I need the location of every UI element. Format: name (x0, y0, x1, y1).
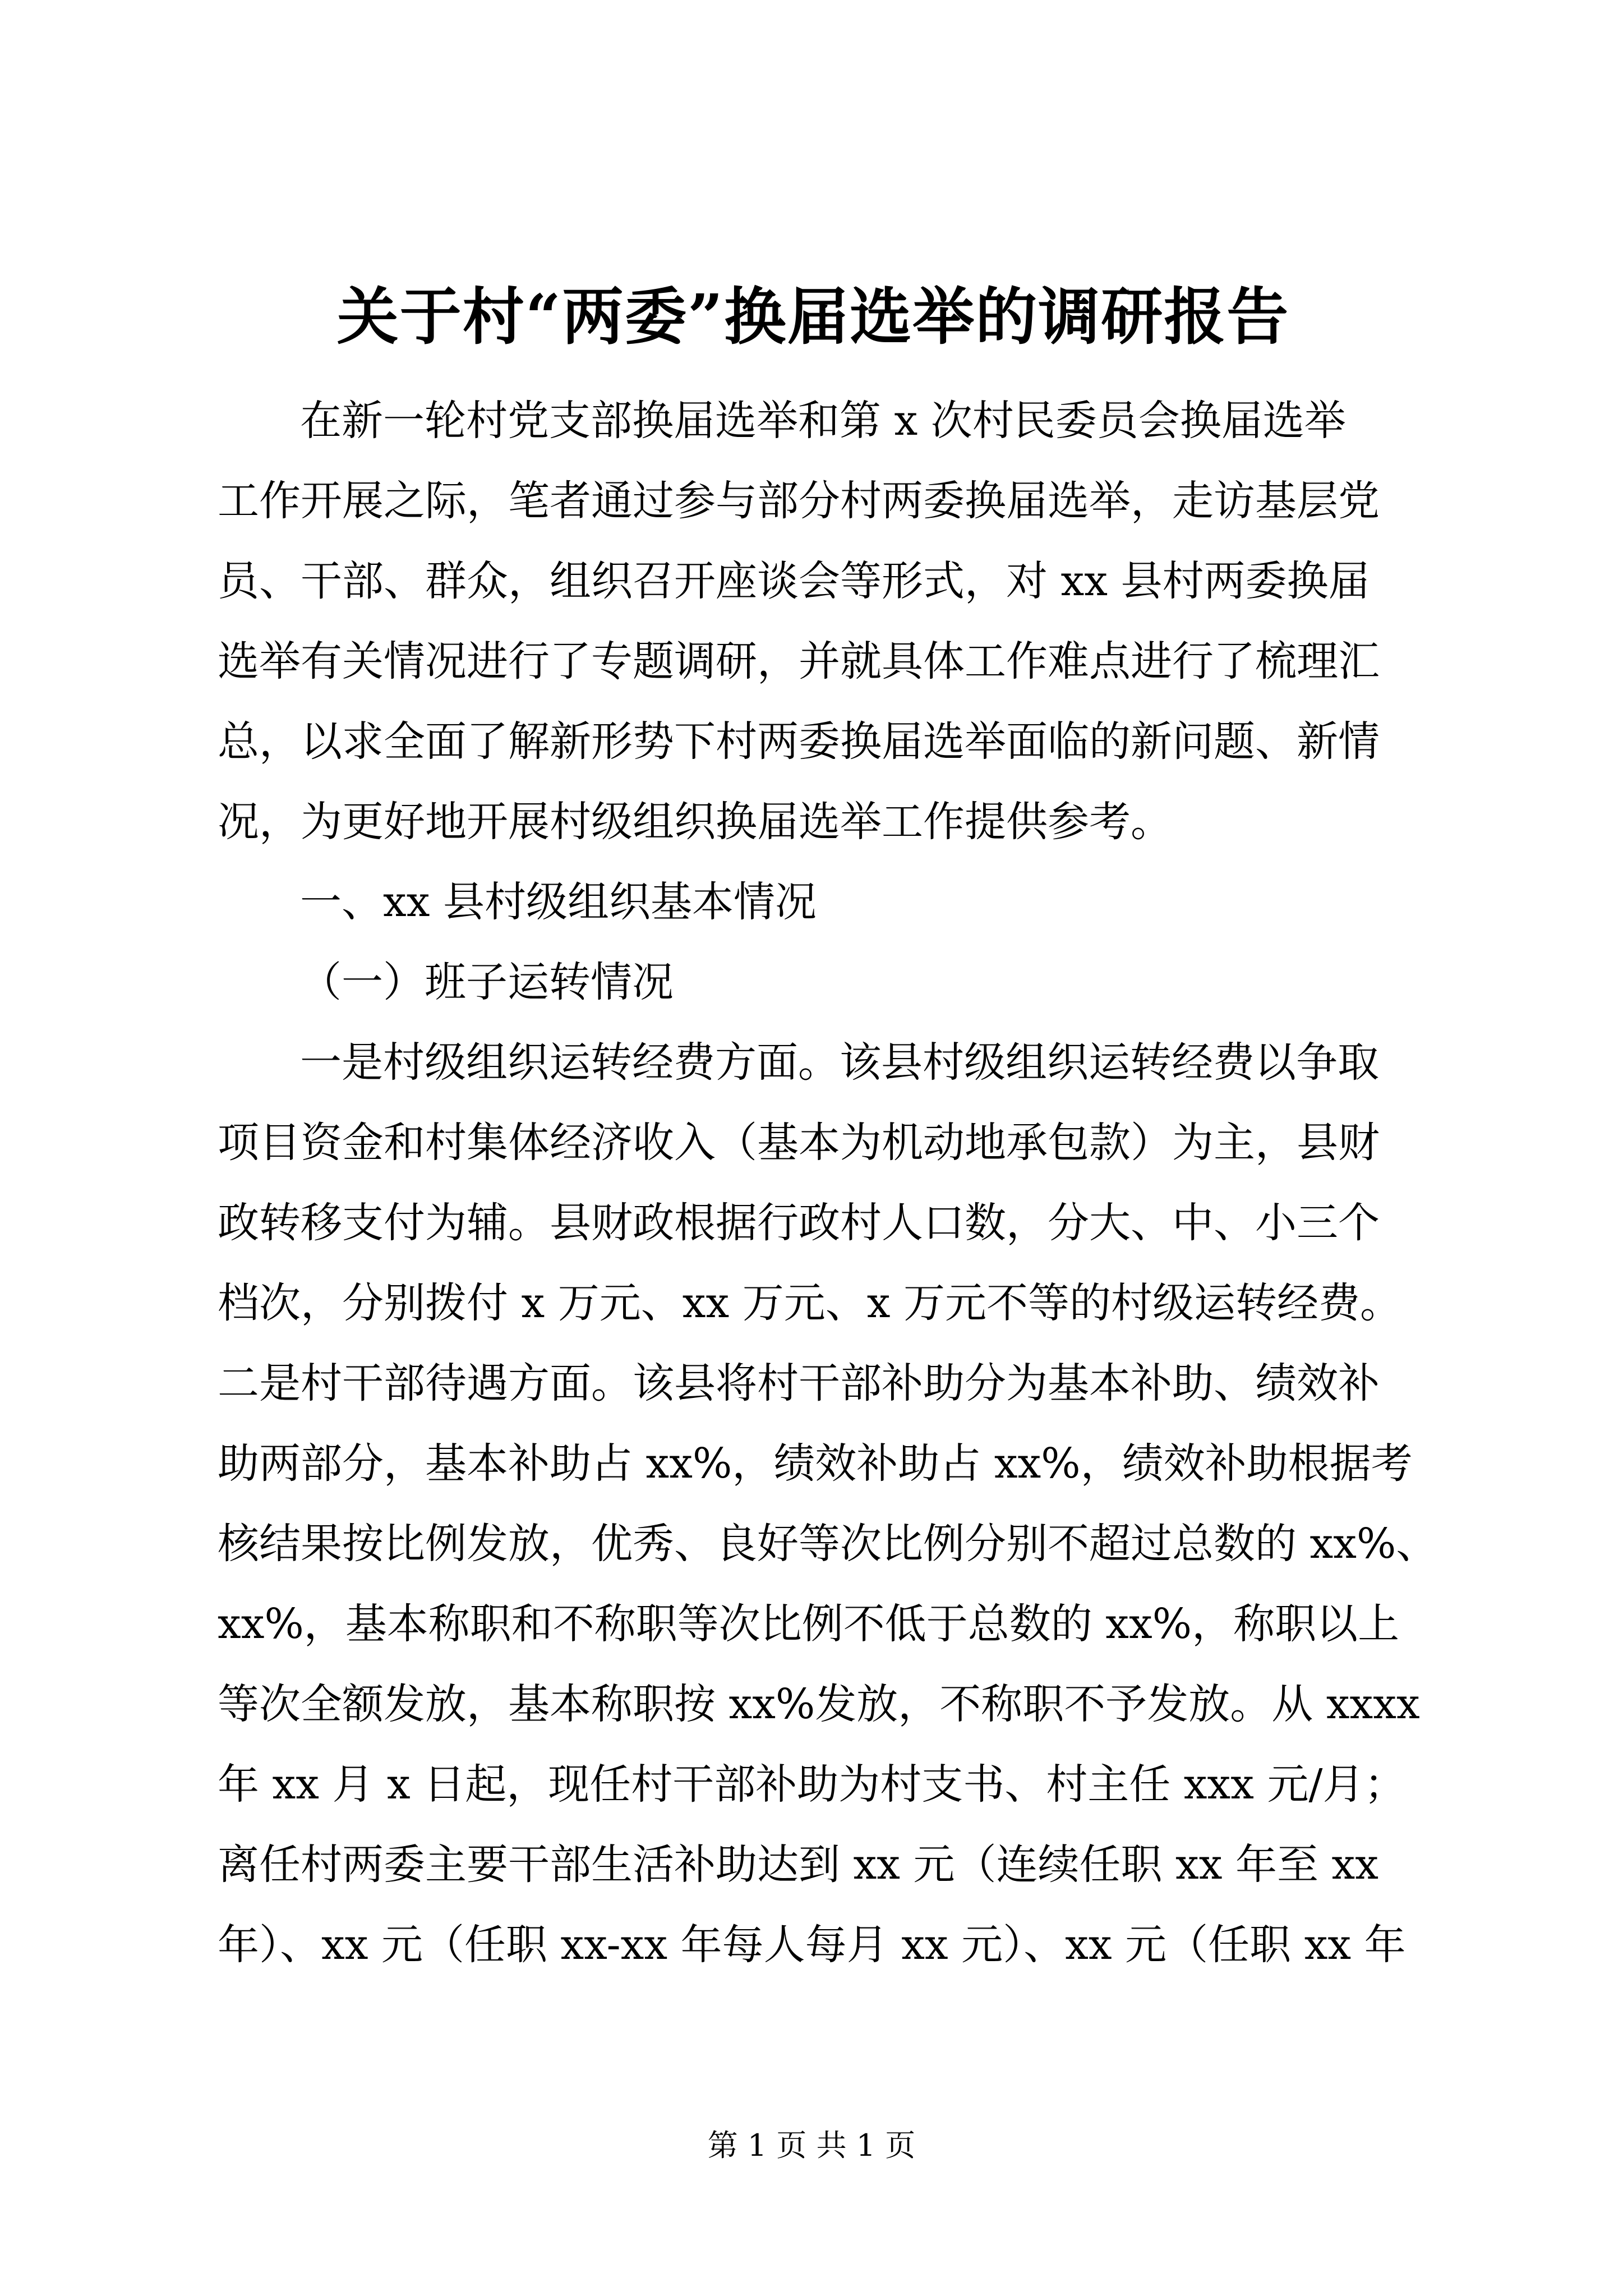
body-line: 二是村干部待遇方面。该县将村干部补助分为基本补助、绩效补 (218, 1359, 1380, 1407)
body-line: 助两部分，基本补助占 xx%，绩效补助占 xx%，绩效补助根据考 (218, 1439, 1413, 1488)
body-line: 员、干部、群众，组织召开座谈会等形式，对 xx 县村两委换届 (218, 557, 1370, 605)
body-line: 一是村级组织运转经费方面。该县村级组织运转经费以争取 (300, 1038, 1379, 1087)
body-line: 年 xx 月 x 日起，现任村干部补助为村支书、村主任 xxx 元/月； (218, 1760, 1406, 1809)
body-line: 年）、xx 元（任职 xx-xx 年每人每月 xx 元）、xx 元（任职 xx 年 (218, 1921, 1406, 1969)
body-line: xx%，基本称职和不称职等次比例不低于总数的 xx%，称职以上 (218, 1600, 1400, 1648)
section-heading: 一、xx 县村级组织基本情况 (300, 878, 817, 926)
body-line: 政转移支付为辅。县财政根据行政村人口数，分大、中、小三个 (218, 1199, 1380, 1247)
body-line: 在新一轮村党支部换届选举和第 x 次村民委员会换届选举 (300, 397, 1346, 445)
body-line: 况，为更好地开展村级组织换届选举工作提供参考。 (218, 798, 1172, 846)
body-line: 总，以求全面了解新形势下村两委换届选举面临的新问题、新情 (218, 717, 1380, 766)
body-line: 核结果按比例发放，优秀、良好等次比例分别不超过总数的 xx%、 (218, 1520, 1438, 1568)
body-line: 离任村两委主要干部生活补助达到 xx 元（连续任职 xx 年至 xx (218, 1841, 1379, 1889)
body-line: 档次，分别拨付 x 万元、xx 万元、x 万元不等的村级运转经费。 (218, 1279, 1402, 1327)
body-line: 工作开展之际，笔者通过参与部分村两委换届选举，走访基层党 (218, 477, 1380, 525)
body-line: 项目资金和村集体经济收入（基本为机动地承包款）为主，县财 (218, 1119, 1380, 1167)
document-title: 关于村“两委”换届选举的调研报告 (336, 280, 1290, 353)
subsection-heading: （一）班子运转情况 (300, 958, 674, 1006)
body-line: 选举有关情况进行了专题调研，并就具体工作难点进行了梳理汇 (218, 637, 1380, 685)
page-number: 第 1 页 共 1 页 (707, 2128, 916, 2163)
body-line: 等次全额发放，基本称职按 xx%发放，不称职不予发放。从 xxxx (218, 1680, 1420, 1728)
